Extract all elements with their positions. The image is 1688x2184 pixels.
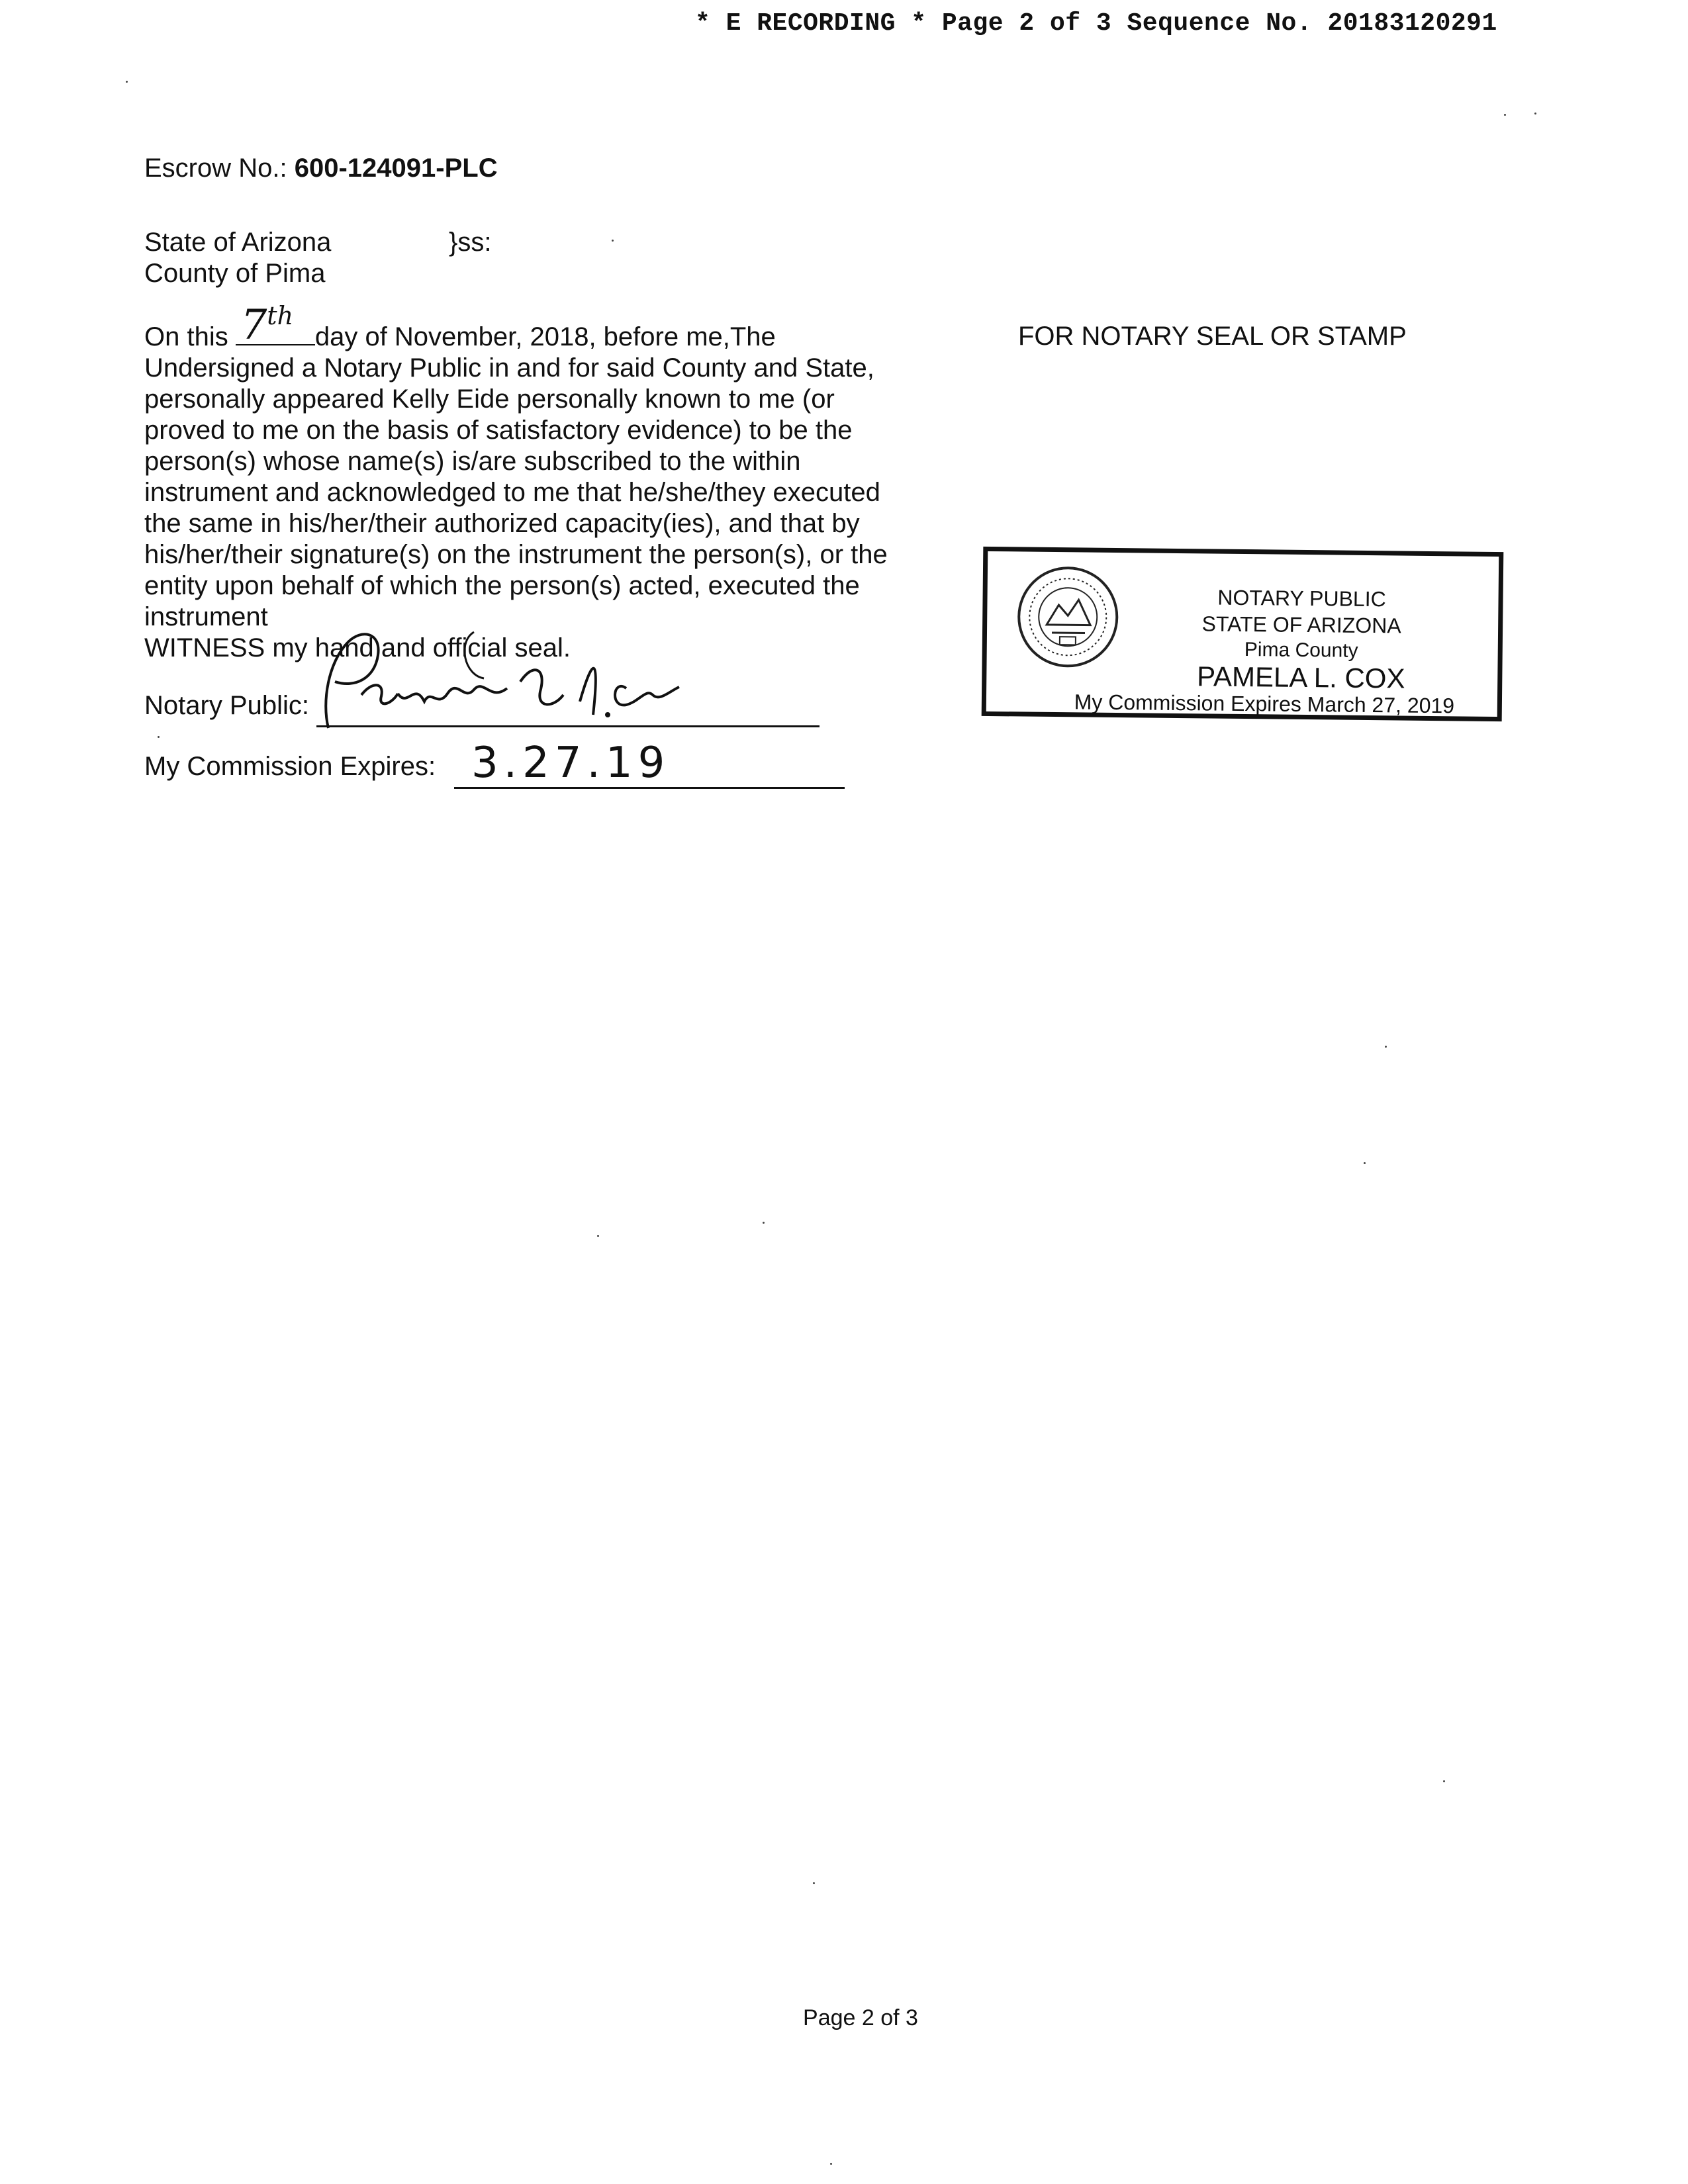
- escrow-label: Escrow No.:: [144, 154, 287, 183]
- scan-speck: [126, 81, 128, 83]
- page-footer: Page 2 of 3: [803, 2005, 918, 2030]
- stamp-name: PAMELA L. COX: [1196, 660, 1405, 694]
- acknowledgment-paragraph: [144, 300, 939, 664]
- handwritten-commission-date: 3.27.19: [471, 739, 671, 788]
- stamp-county: Pima County: [1244, 639, 1358, 662]
- scan-speck: [763, 1222, 765, 1224]
- state-seal-icon: [1014, 563, 1121, 670]
- scan-speck: [1443, 1780, 1445, 1782]
- scan-speck: [1504, 114, 1506, 116]
- handwritten-day: 7th: [240, 300, 294, 349]
- scan-speck: [1364, 1162, 1366, 1164]
- venue-ss: }ss:: [449, 228, 492, 257]
- stamp-line-2: STATE OF ARIZONA: [1201, 612, 1401, 638]
- venue-state: State of Arizona: [144, 228, 332, 257]
- ack-body: day of November, 2018, before me,The Undersigned a Notary Public in and for said County and State, personally appeared Kelly Eide personally known to me (or proved to me on the basis of satisfactory evidence) to be the person(s) whose name(s) is/are subscribed to the within instrument and acknowledged to me that he/she/they executed the same in his/her/their authorized capacity(ies), and that by his/her/their signature(s) on the instrument the person(s), or the entity upon behalf of which the person(s) acted, executed the instrument WITNESS my hand and official seal.: [144, 322, 888, 662]
- scan-speck: [830, 2163, 832, 2165]
- day-blank: [236, 300, 315, 349]
- seal-area-label: FOR NOTARY SEAL OR STAMP: [1018, 322, 1407, 351]
- escrow-line: [144, 154, 498, 183]
- venue-county: County of Pima: [144, 259, 326, 288]
- scan-speck: [813, 1882, 815, 1884]
- scan-speck: [597, 1235, 599, 1237]
- escrow-number: 600-124091-PLC: [294, 154, 498, 183]
- stamp-expires: My Commission Expires March 27, 2019: [1074, 690, 1455, 718]
- scan-speck: [612, 240, 614, 242]
- commission-label: My Commission Expires:: [144, 752, 436, 781]
- scan-speck: [1385, 1046, 1387, 1048]
- stamp-line-1: NOTARY PUBLIC: [1217, 585, 1386, 612]
- notary-stamp: [982, 547, 1504, 721]
- ack-prefix: On this: [144, 322, 228, 351]
- notary-signature: [308, 615, 692, 741]
- notary-public-label: Notary Public:: [144, 691, 309, 720]
- venue-block: [144, 227, 492, 289]
- scan-speck: [1534, 113, 1536, 114]
- recording-header: * E RECORDING * Page 2 of 3 Sequence No. 20183120291: [695, 9, 1497, 38]
- scan-speck: [158, 736, 160, 738]
